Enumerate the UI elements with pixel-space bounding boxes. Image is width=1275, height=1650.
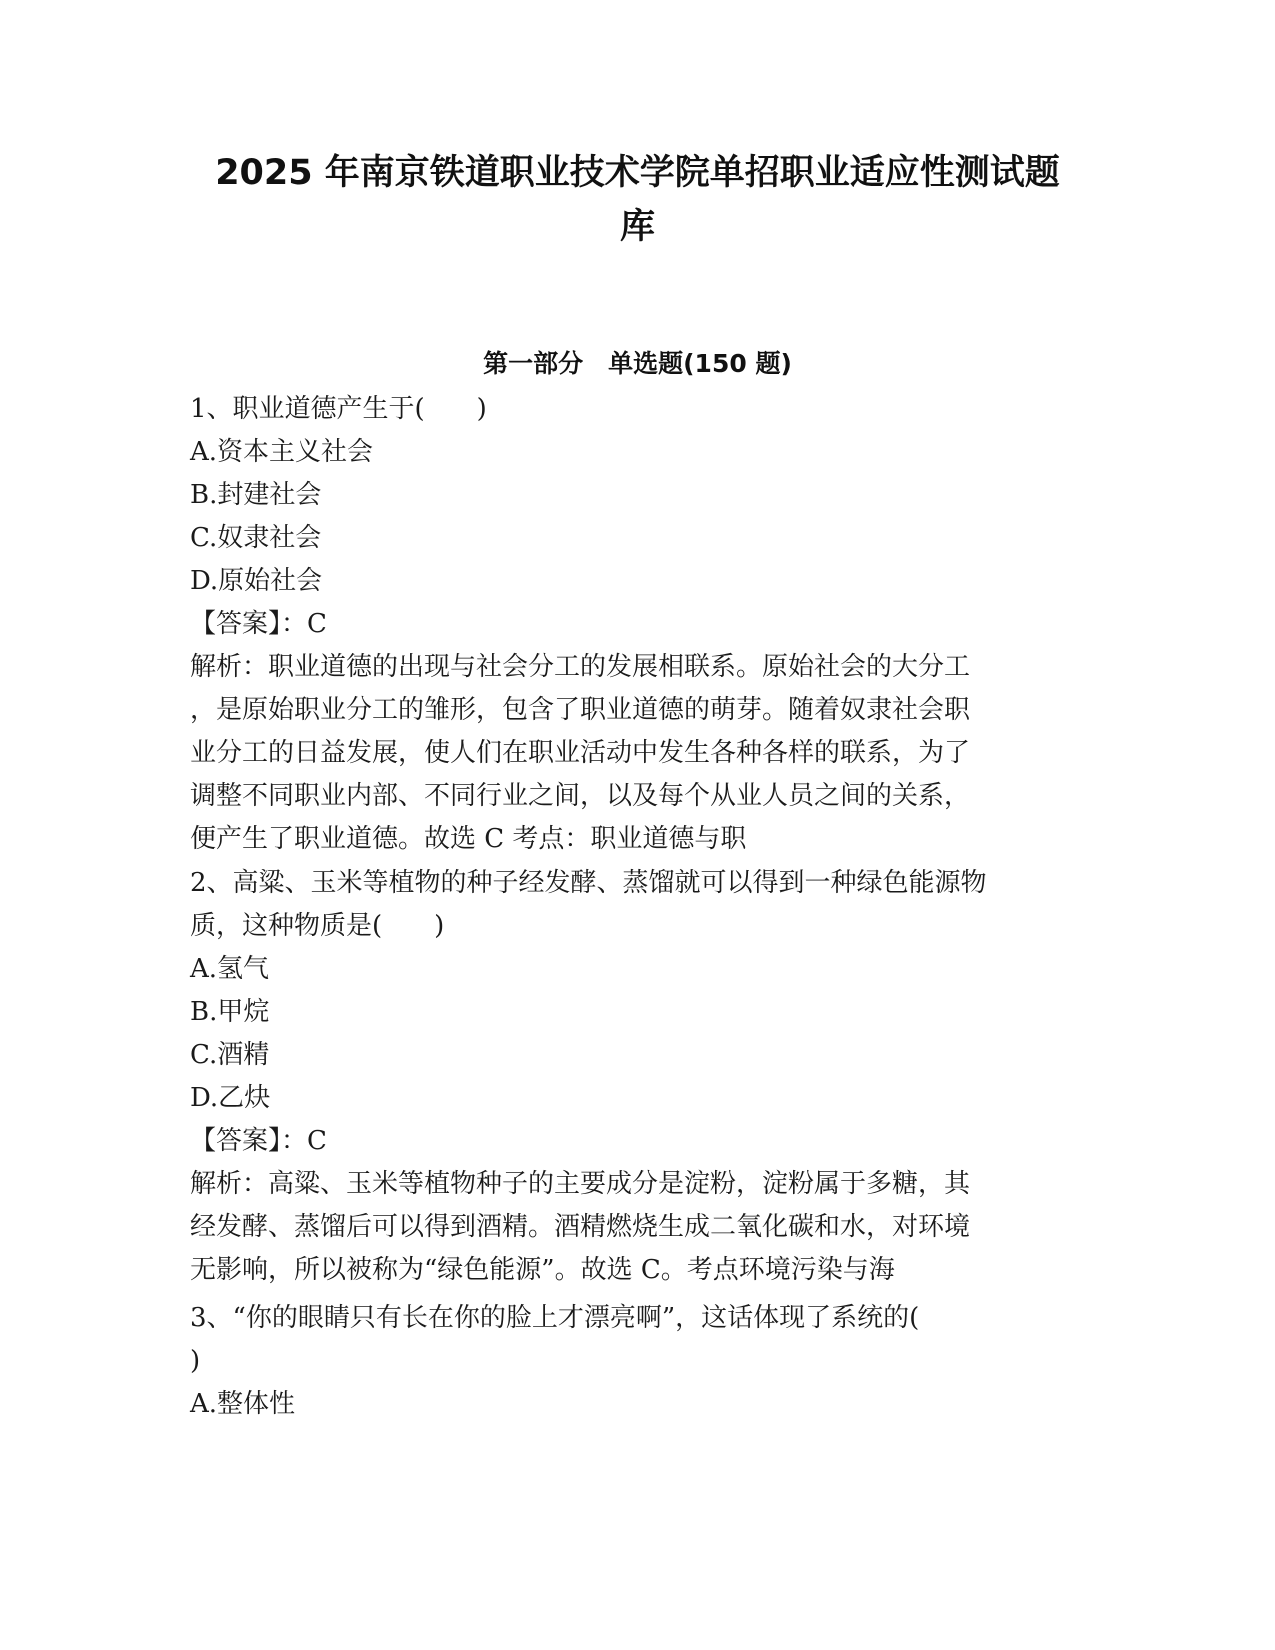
question-stem: 3、“你的眼睛只有长在你的脸上才漂亮啊”，这话体现了系统的( (190, 1303, 920, 1333)
option-c: C.酒精 (190, 1040, 270, 1070)
option-b: B.甲烷 (190, 997, 270, 1027)
question-block-2 (190, 862, 1080, 1292)
explanation-line: 经发酵、蒸馏后可以得到酒精。酒精燃烧生成二氧化碳和水，对环境 (190, 1212, 971, 1242)
explanation-line: 解析：高粱、玉米等植物种子的主要成分是淀粉，淀粉属于多糖，其 (190, 1169, 971, 1199)
option-c: C.奴隶社会 (190, 523, 322, 553)
document-title-line-1: 2025 年南京铁道职业技术学院单招职业适应性测试题 (215, 153, 1060, 193)
option-b: B.封建社会 (190, 480, 322, 510)
answer-line: 【答案】：C (190, 1126, 327, 1156)
option-a: A.整体性 (190, 1389, 296, 1419)
option-a: A.氢气 (190, 954, 270, 984)
question-stem: 2、高粱、玉米等植物的种子经发酵、蒸馏就可以得到一种绿色能源物 (190, 868, 987, 898)
option-a: A.资本主义社会 (190, 437, 374, 467)
explanation-line: 解析：职业道德的出现与社会分工的发展相联系。原始社会的大分工 (190, 652, 971, 682)
explanation-line: 无影响，所以被称为“绿色能源”。故选 C。考点环境污染与海 (190, 1255, 895, 1285)
question-block-3 (190, 1297, 1080, 1426)
question-stem: 质，这种物质是( ) (190, 911, 445, 941)
document-title-line-2: 库 (619, 207, 655, 247)
document-title (185, 146, 1090, 254)
question-stem: ) (190, 1346, 201, 1376)
explanation-line: 业分工的日益发展，使人们在职业活动中发生各种各样的联系，为了 (190, 738, 971, 768)
option-d: D.原始社会 (190, 566, 323, 596)
explanation-line: 便产生了职业道德。故选 C 考点：职业道德与职 (190, 824, 747, 854)
explanation-line: ，是原始职业分工的雏形，包含了职业道德的萌芽。随着奴隶社会职 (190, 695, 971, 725)
answer-line: 【答案】：C (190, 609, 327, 639)
section-title: 第一部分 单选题(150 题) (483, 349, 792, 378)
question-stem: 1、职业道德产生于( ) (190, 394, 487, 424)
question-block-1 (190, 388, 1080, 861)
explanation-line: 调整不同职业内部、不同行业之间，以及每个从业人员之间的关系， (190, 781, 971, 811)
option-d: D.乙炔 (190, 1083, 271, 1113)
